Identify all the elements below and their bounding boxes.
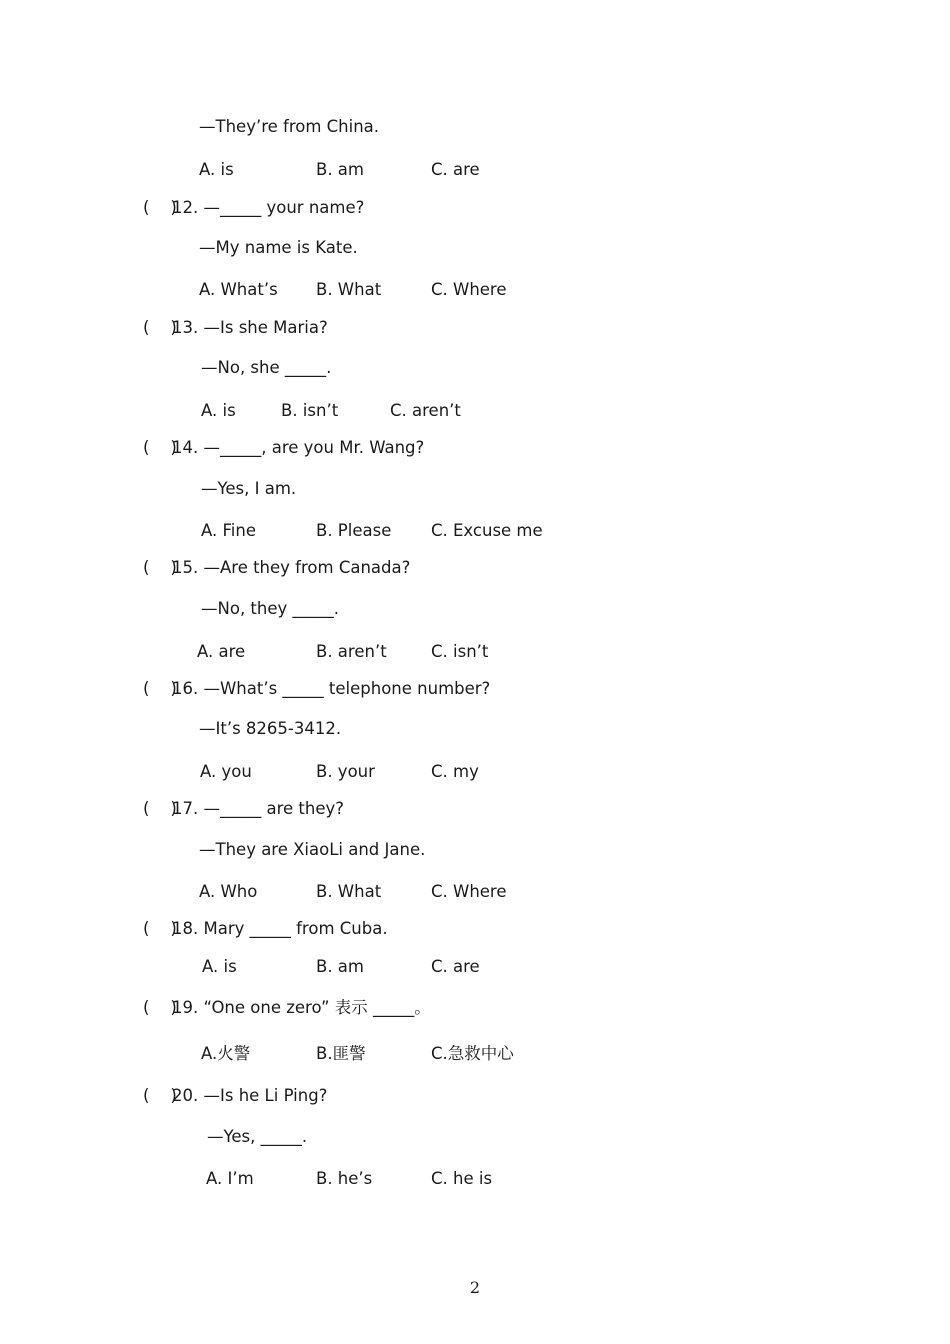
page-number: 2 — [469, 1278, 481, 1297]
q20-option-c: C. he is — [431, 1169, 493, 1188]
q17-option-b: B. What — [316, 882, 382, 901]
q12-stem: 12. —_____ your name? — [172, 198, 365, 217]
q13-stem: 13. —Is she Maria? — [172, 318, 328, 337]
q11-option-b: B. am — [316, 160, 364, 179]
q12-option-c: C. Where — [431, 280, 507, 299]
q16-answer-blank[interactable]: ( ) — [143, 679, 177, 698]
q19-option-c: C.急救中心 — [431, 1044, 514, 1063]
q16-option-c: C. my — [431, 762, 479, 781]
q19-option-a: A.火警 — [201, 1044, 251, 1063]
q13-option-b: B. isn’t — [281, 401, 339, 420]
q11-option-c: C. are — [431, 160, 480, 179]
q16-option-b: B. your — [316, 762, 375, 781]
q12-option-a: A. What’s — [199, 280, 278, 299]
q11-answer-line: —They’re from China. — [199, 117, 380, 136]
q18-option-b: B. am — [316, 957, 364, 976]
q14-answer-blank[interactable]: ( ) — [143, 438, 177, 457]
q18-stem: 18. Mary _____ from Cuba. — [172, 919, 388, 938]
q16-answer-line: —It’s 8265-3412. — [199, 719, 342, 738]
q18-answer-blank[interactable]: ( ) — [143, 919, 177, 938]
q14-option-b: B. Please — [316, 521, 392, 540]
q15-option-c: C. isn’t — [431, 642, 489, 661]
q19-stem: 19. “One one zero” 表示 _____。 — [172, 998, 431, 1017]
q17-stem: 17. —_____ are they? — [172, 799, 345, 818]
q14-option-a: A. Fine — [201, 521, 256, 540]
q17-option-c: C. Where — [431, 882, 507, 901]
q20-option-b: B. he’s — [316, 1169, 373, 1188]
q12-option-b: B. What — [316, 280, 382, 299]
q14-answer-line: —Yes, I am. — [201, 479, 297, 498]
q13-answer-line: —No, she _____. — [201, 358, 332, 377]
q15-stem: 15. —Are they from Canada? — [172, 558, 411, 577]
q15-answer-line: —No, they _____. — [201, 599, 340, 618]
q17-answer-line: —They are XiaoLi and Jane. — [199, 840, 426, 859]
q16-stem: 16. —What’s _____ telephone number? — [172, 679, 491, 698]
q17-answer-blank[interactable]: ( ) — [143, 799, 177, 818]
q18-option-c: C. are — [431, 957, 480, 976]
q20-option-a: A. I’m — [206, 1169, 254, 1188]
q20-answer-line: —Yes, _____. — [207, 1127, 308, 1146]
q14-stem: 14. —_____, are you Mr. Wang? — [172, 438, 425, 457]
q15-option-a: A. are — [197, 642, 246, 661]
q20-answer-blank[interactable]: ( ) — [143, 1086, 177, 1105]
q15-answer-blank[interactable]: ( ) — [143, 558, 177, 577]
q15-option-b: B. aren’t — [316, 642, 387, 661]
q17-option-a: A. Who — [199, 882, 258, 901]
q14-option-c: C. Excuse me — [431, 521, 543, 540]
q13-answer-blank[interactable]: ( ) — [143, 318, 177, 337]
q16-option-a: A. you — [200, 762, 252, 781]
q13-option-c: C. aren’t — [390, 401, 461, 420]
q12-answer-blank[interactable]: ( ) — [143, 198, 177, 217]
q12-answer-line: —My name is Kate. — [199, 238, 358, 257]
q11-option-a: A. is — [199, 160, 234, 179]
q19-answer-blank[interactable]: ( ) — [143, 998, 177, 1017]
q18-option-a: A. is — [202, 957, 237, 976]
q20-stem: 20. —Is he Li Ping? — [172, 1086, 328, 1105]
q13-option-a: A. is — [201, 401, 236, 420]
q19-option-b: B.匪警 — [316, 1044, 366, 1063]
